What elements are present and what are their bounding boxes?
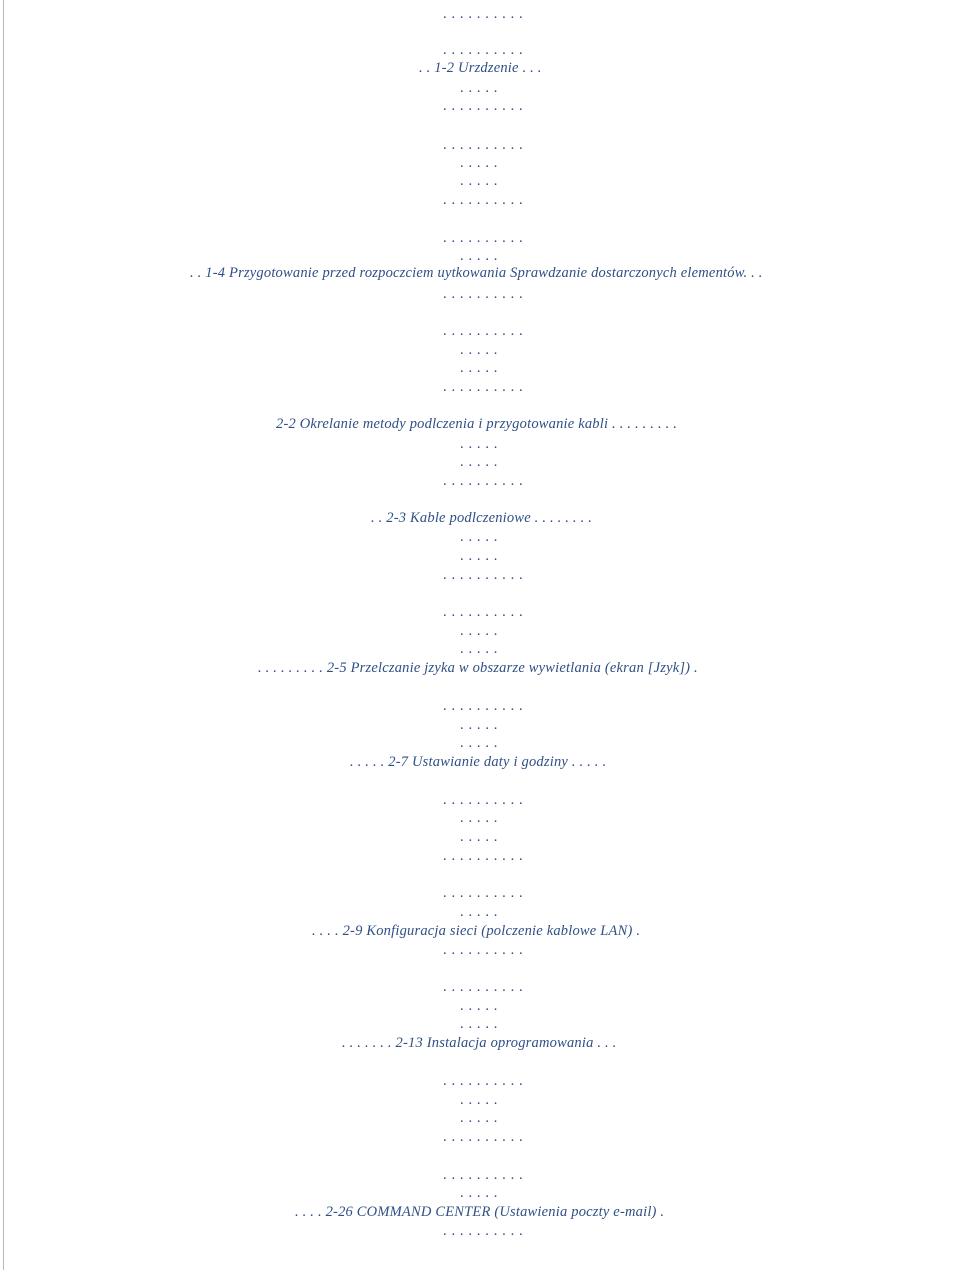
dot-leader: . . . . . . . . . .	[443, 473, 524, 489]
dot-leader: . . . . . . . . . .	[443, 604, 524, 620]
dot-leader: . . . . .	[460, 173, 499, 189]
dot-leader: . . . . .	[460, 248, 499, 264]
dot-leader: . . . . . . . . . .	[443, 323, 524, 339]
dot-leader: . . . . .	[460, 155, 499, 171]
dot-leader: . . . . .	[460, 623, 499, 639]
dot-leader: . . . . . . . . . .	[443, 1073, 524, 1089]
dot-leader: . . . . .	[460, 1185, 499, 1201]
dot-leader: . . . . . . . . . .	[443, 286, 524, 302]
dot-leader: . . . . .	[460, 717, 499, 733]
dot-leader: . . . . .	[460, 436, 499, 452]
dot-leader: . . . . . . . . . .	[443, 942, 524, 958]
dot-leader: . . . . . . . . . .	[443, 567, 524, 583]
toc-entry-instalacja[interactable]: . . . . . . . 2-13 Instalacja oprogramowania . . .	[342, 1035, 617, 1051]
toc-entry-urzadzenie[interactable]: . . 1-2 Urzdzenie . . .	[419, 60, 542, 76]
toc-entry-kable[interactable]: . . 2-3 Kable podlczeniowe . . . . . . . .	[371, 510, 593, 526]
dot-leader: . . . . .	[460, 641, 499, 657]
dot-leader: . . . . . . . . . .	[443, 230, 524, 246]
dot-leader: . . . . . . . . . .	[443, 98, 524, 114]
dot-leader: . . . . . . . . . .	[443, 6, 524, 22]
toc-entry-okreslanie[interactable]: 2-2 Okrelanie metody podlczenia i przygotowanie kabli . . . . . . . . .	[276, 416, 678, 432]
toc-entry-przelaczanie[interactable]: . . . . . . . . . 2-5 Przelczanie jzyka w obszarze wywietlania (ekran [Jzyk]) .	[258, 660, 698, 676]
dot-leader: . . . . . . . . . .	[443, 42, 524, 58]
toc-entry-data[interactable]: . . . . . 2-7 Ustawianie daty i godziny . . . . .	[350, 754, 607, 770]
dot-leader: . . . . .	[460, 829, 499, 845]
dot-leader: . . . . . . . . . .	[443, 379, 524, 395]
dot-leader: . . . . .	[460, 1016, 499, 1032]
dot-leader: . . . . . . . . . .	[443, 1167, 524, 1183]
dot-leader: . . . . . . . . . .	[443, 848, 524, 864]
dot-leader: . . . . .	[460, 548, 499, 564]
dot-leader: . . . . .	[460, 998, 499, 1014]
dot-leader: . . . . . . . . . .	[443, 792, 524, 808]
dot-leader: . . . . .	[460, 1110, 499, 1126]
dot-leader: . . . . . . . . . .	[443, 885, 524, 901]
toc-entry-przygotowanie[interactable]: . . 1-4 Przygotowanie przed rozpoczciem uytkowania Sprawdzanie dostarczonych elementów. . .	[190, 265, 763, 281]
dot-leader: . . . . .	[460, 904, 499, 920]
dot-leader: . . . . .	[460, 529, 499, 545]
dot-leader: . . . . . . . . . .	[443, 698, 524, 714]
dot-leader: . . . . .	[460, 735, 499, 751]
dot-leader: . . . . . . . . . .	[443, 192, 524, 208]
dot-leader: . . . . .	[460, 342, 499, 358]
dot-leader: . . . . . . . . . .	[443, 137, 524, 153]
dot-leader: . . . . . . . . . .	[443, 1223, 524, 1239]
dot-leader: . . . . .	[460, 360, 499, 376]
dot-leader: . . . . .	[460, 454, 499, 470]
dot-leader: . . . . .	[460, 810, 499, 826]
toc-entry-siec[interactable]: . . . . 2-9 Konfiguracja sieci (polczenie kablowe LAN) .	[312, 923, 641, 939]
dot-leader: . . . . .	[460, 1092, 499, 1108]
dot-leader: . . . . .	[460, 80, 499, 96]
toc-entry-command[interactable]: . . . . 2-26 COMMAND CENTER (Ustawienia poczty e-mail) .	[295, 1204, 665, 1220]
dot-leader: . . . . . . . . . .	[443, 1129, 524, 1145]
dot-leader: . . . . . . . . . .	[443, 979, 524, 995]
